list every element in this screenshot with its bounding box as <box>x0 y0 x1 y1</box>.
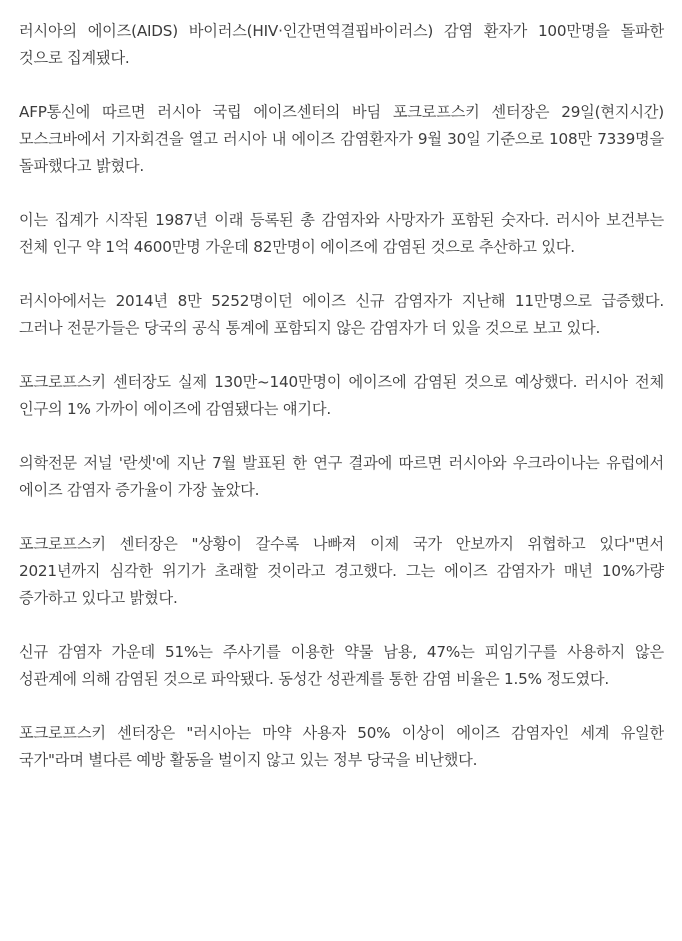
article-body <box>19 18 664 774</box>
paragraph-5: 포크로프스키 센터장도 실제 130만~140만명이 에이즈에 감염된 것으로 예상했다. 러시아 전체 인구의 1% 가까이 에이즈에 감염됐다는 얘기다. <box>19 373 664 418</box>
paragraph-9: 포크로프스키 센터장은 "러시아는 마약 사용자 50% 이상이 에이즈 감염자인 세계 유일한 국가"라며 별다른 예방 활동을 벌이지 않고 있는 정부 당국을 비난했다. <box>19 724 664 769</box>
paragraph-8: 신규 감염자 가운데 51%는 주사기를 이용한 약물 남용, 47%는 피임기구를 사용하지 않은 성관계에 의해 감염된 것으로 파악됐다. 동성간 성관계를 통한 감염 비율은 1.5% 정도였다. <box>19 643 664 688</box>
paragraph-1: 러시아의 에이즈(AIDS) 바이러스(HIV·인간면역결핍바이러스) 감염 환자가 100만명을 돌파한 것으로 집계됐다. <box>19 22 664 67</box>
paragraph-2: AFP통신에 따르면 러시아 국립 에이즈센터의 바딤 포크로프스키 센터장은 29일(현지시간) 모스크바에서 기자회견을 열고 러시아 내 에이즈 감염환자가 9월 30일 기준으로 108만 7339명을 돌파했다고 밝혔다. <box>19 103 664 175</box>
paragraph-6: 의학전문 저널 '란셋'에 지난 7월 발표된 한 연구 결과에 따르면 러시아와 우크라이나는 유럽에서 에이즈 감염자 증가율이 가장 높았다. <box>19 454 664 499</box>
paragraph-3: 이는 집계가 시작된 1987년 이래 등록된 총 감염자와 사망자가 포함된 숫자다. 러시아 보건부는 전체 인구 약 1억 4600만명 가운데 82만명이 에이즈에 감염된 것으로 추산하고 있다. <box>19 211 664 256</box>
paragraph-4: 러시아에서는 2014년 8만 5252명이던 에이즈 신규 감염자가 지난해 11만명으로 급증했다. 그러나 전문가들은 당국의 공식 통계에 포함되지 않은 감염자가 더 있을 것으로 보고 있다. <box>19 292 664 337</box>
paragraph-7: 포크로프스키 센터장은 "상황이 갈수록 나빠져 이제 국가 안보까지 위협하고 있다"면서 2021년까지 심각한 위기가 초래할 것이라고 경고했다. 그는 에이즈 감염자가 매년 10%가량 증가하고 있다고 밝혔다. <box>19 535 664 607</box>
